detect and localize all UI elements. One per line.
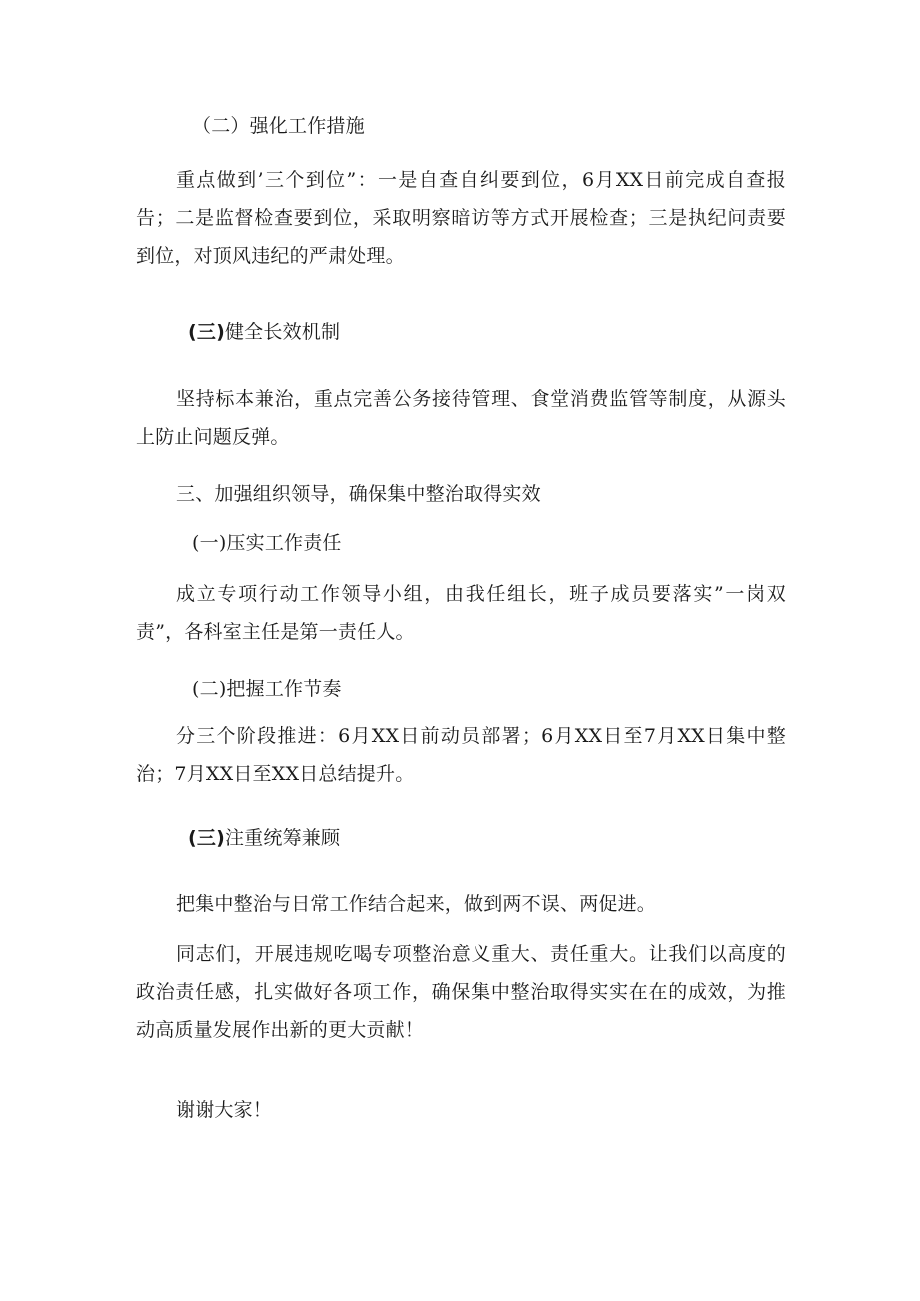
heading-coordination	[188, 825, 340, 851]
heading-long-term-mechanism	[188, 319, 340, 345]
heading-section-three: 三、加强组织领导，确保集中整治取得实效	[176, 483, 541, 505]
heading-text: 健全长效机制	[224, 321, 341, 343]
heading-work-rhythm: (二)把握工作节奏	[192, 678, 342, 700]
paragraph-three-in-place: 重点做到’三个到位”：一是自查自纠要到位，6月XX日前完成自查报告；二是监督检查要到位，采取明察暗访等方式开展检查；三是执纪问责要到位，对顶风违纪的严肃处理。	[136, 169, 786, 267]
paragraph-thanks: 谢谢大家！	[176, 1099, 273, 1121]
paragraph-responsibility: 成立专项行动工作领导小组，由我任组长，班子成员要落实”一岗双责”，各科室主任是第一责任人。	[136, 583, 786, 643]
heading-number: (三)	[188, 827, 225, 849]
heading-number: (三)	[188, 321, 225, 343]
paragraph-long-term-mechanism: 坚持标本兼治，重点完善公务接待管理、食堂消费监管等制度，从源头上防止问题反弹。	[136, 388, 786, 448]
paragraph-work-rhythm: 分三个阶段推进：6月XX日前动员部署；6月XX日至7月XX日集中整治；7月XX日至XX日总结提升。	[136, 725, 786, 785]
heading-strengthen-measures: （二）强化工作措施	[192, 115, 365, 137]
paragraph-closing: 同志们，开展违规吃喝专项整治意义重大、责任重大。让我们以高度的政治责任感，扎实做好各项工作，确保集中整治取得实实在在的成效，为推动高质量发展作出新的更大贡献！	[136, 943, 786, 1041]
heading-text: 注重统筹兼顾	[224, 827, 341, 849]
paragraph-coordination: 把集中整治与日常工作结合起来，做到两不误、两促进。	[176, 893, 657, 915]
heading-responsibility: (一)压实工作责任	[192, 532, 342, 554]
